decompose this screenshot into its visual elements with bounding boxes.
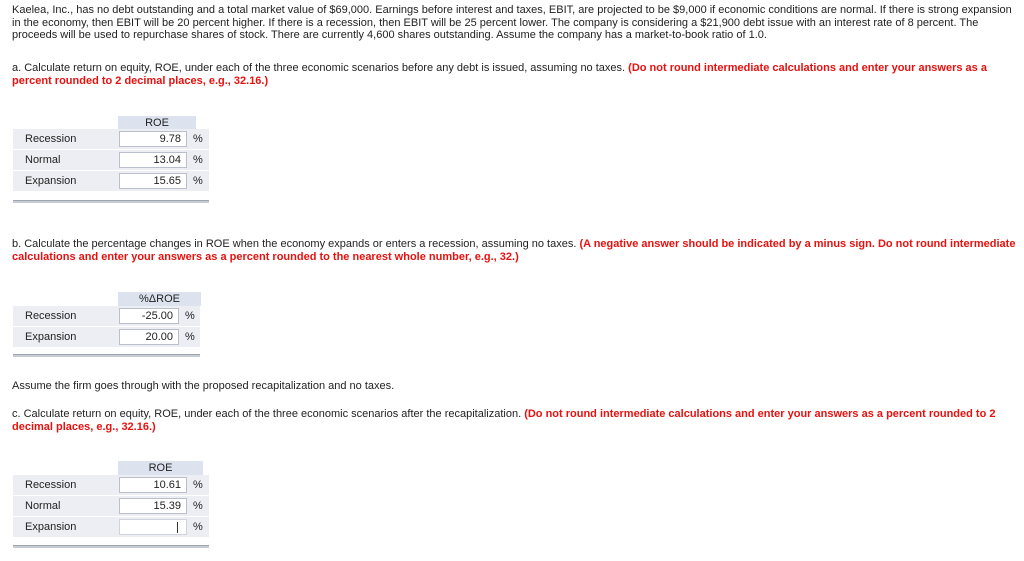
- table-footer-bar: [13, 200, 209, 203]
- part-a-instruction: (Do not round intermediate calculations and enter your answers as a percent rounded to 2 decimal places, e.g., 32.16.): [12, 62, 987, 87]
- roe-recession-input[interactable]: 9.78: [119, 131, 187, 147]
- part-c-question: c. Calculate return on equity, ROE, under each of the three economic scenarios after the recapitalization.: [12, 408, 522, 420]
- percent-unit: %: [193, 154, 203, 166]
- text-cursor: [177, 522, 178, 533]
- part-a-question: a. Calculate return on equity, ROE, under each of the three economic scenarios before any debt is issued, assuming no taxes.: [12, 62, 626, 74]
- table-row: [13, 129, 209, 149]
- part-c-prompt: [12, 408, 1016, 433]
- recap-roe-expansion-input[interactable]: [119, 519, 187, 535]
- roe-expansion-input[interactable]: 15.65: [119, 173, 187, 189]
- row-label: Normal: [25, 154, 61, 166]
- percent-unit: %: [193, 133, 203, 145]
- roe-change-expansion-input[interactable]: 20.00: [119, 329, 179, 345]
- table-row: [13, 496, 209, 516]
- row-label: Recession: [25, 133, 77, 145]
- recap-roe-normal-input[interactable]: 15.39: [119, 498, 187, 514]
- roe-normal-input[interactable]: 13.04: [119, 152, 187, 168]
- percent-unit: %: [193, 175, 203, 187]
- row-label: Expansion: [25, 331, 77, 343]
- percent-unit: %: [193, 479, 203, 491]
- table-row: [13, 150, 209, 170]
- roe-change-recession-input[interactable]: -25.00: [119, 308, 179, 324]
- table-row: [13, 171, 209, 191]
- part-b-prompt: [12, 238, 1016, 263]
- table-row: [13, 517, 209, 537]
- table-row: [13, 327, 200, 347]
- row-label: Normal: [25, 500, 61, 512]
- part-c-header: ROE: [118, 461, 203, 475]
- part-a-prompt: [12, 62, 1016, 87]
- row-label: Recession: [25, 310, 77, 322]
- row-label: Expansion: [25, 521, 77, 533]
- problem-intro: Kaelea, Inc., has no debt outstanding and a total market value of $69,000. Earnings before interest and taxes, EBIT, are projected to be $9,000 if economic conditions are normal. If there is strong expansion in the economy, then EBIT will be 20 percent higher. If there is a recession, then EBIT will be 25 percent lower. The company is considering a $21,900 debt issue with an interest rate of 8 percent. The proceeds will be used to repurchase shares of stock. There are currently 4,600 shares outstanding. Assume the company has a market-to-book ratio of 1.0.: [12, 4, 1012, 41]
- percent-unit: %: [193, 500, 203, 512]
- recap-roe-recession-input[interactable]: 10.61: [119, 477, 187, 493]
- percent-unit: %: [185, 310, 195, 322]
- part-b-instruction: (A negative answer should be indicated by a minus sign. Do not round intermediate calculations and enter your answers as a percent rounded to the nearest whole number, e.g., 32.): [12, 238, 1016, 263]
- part-a-header: ROE: [118, 116, 196, 130]
- row-label: Recession: [25, 479, 77, 491]
- part-c-instruction: (Do not round intermediate calculations and enter your answers as a percent rounded to 2 decimal places, e.g., 32.16.): [12, 408, 996, 433]
- percent-unit: %: [193, 521, 203, 533]
- table-footer-bar: [13, 545, 209, 548]
- part-b-header: %ΔROE: [118, 292, 201, 306]
- recap-assumption: Assume the firm goes through with the proposed recapitalization and no taxes.: [12, 380, 395, 392]
- table-row: [13, 306, 200, 326]
- table-row: [13, 475, 209, 495]
- percent-unit: %: [185, 331, 195, 343]
- part-b-question: b. Calculate the percentage changes in ROE when the economy expands or enters a recession, assuming no taxes.: [12, 238, 577, 250]
- table-footer-bar: [13, 354, 200, 357]
- row-label: Expansion: [25, 175, 77, 187]
